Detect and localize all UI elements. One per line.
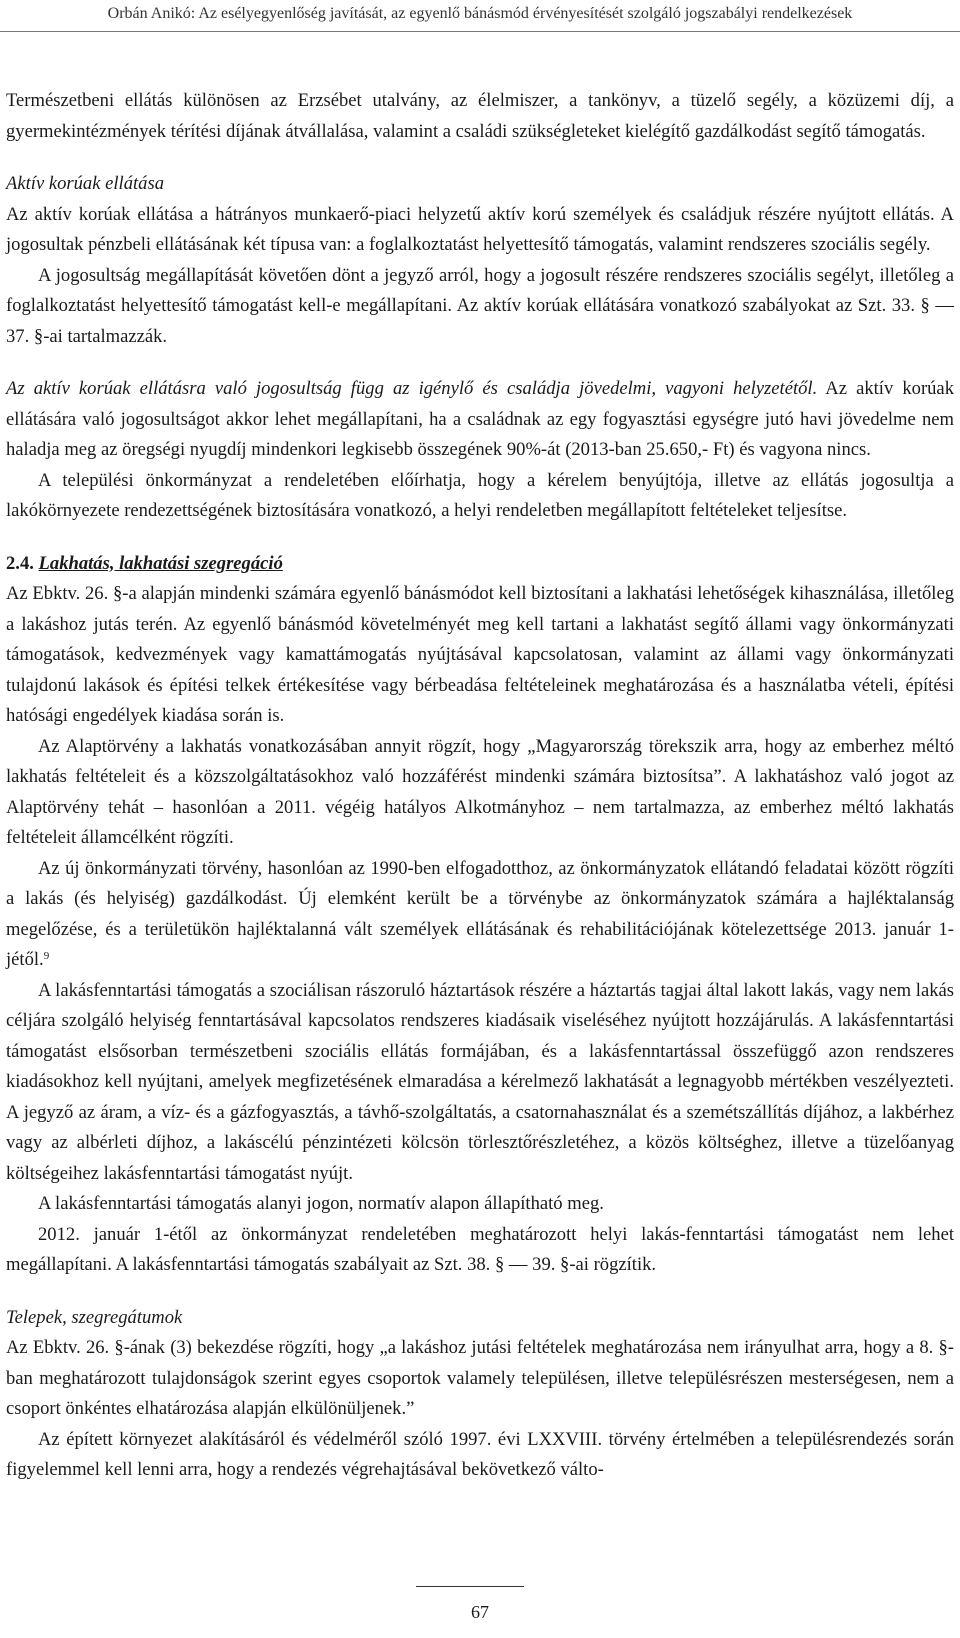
section-number: 2.4. [6, 552, 34, 574]
paragraph-segregation-rule: Az Ebktv. 26. §-ának (3) bekezdése rögzíti, hogy „a lakáshoz jutási feltételek meghatározása nem irányulhat arra, hogy a 8. §-ban meghatározott tulajdonságok szerint egyes csoportok valamely településen, illetve településrészen mesterségesen, nem a csoport önkéntes elhatározása alapján elkülönüljenek.” [6, 1337, 954, 1419]
paragraph-notary-decision: A jogosultság megállapítását követően dönt a jegyző arról, hogy a jogosult részére rendszeres szociális segélyt, illetőleg a foglalkoztatást helyettesítő támogatást kell-e megállapítani. Az aktív korúak ellátására vonatkozó szabályokat az Szt. 33. § — 37. §-ai tartalmazzák. [6, 264, 954, 347]
paragraph-local-government-act [6, 854, 954, 976]
local-government-act-text: Az új önkormányzati törvény, hasonlóan az 1990-ben elfogadotthoz, az önkormányzatok ellátandó feladatai között rögzíti a lakás (és helyiség) gazdálkodást. Új elemként került be a törvénybe az önkormányzatok számára a hajléktalanság megelőzése, és a területükön hajléktalanná vált személyek ellátásának és rehabilitációjának kötelezettsége 2013. január 1-jétől. [6, 857, 954, 970]
section-title: Lakhatás, lakhatási szegregáció [38, 552, 283, 574]
body-text [6, 86, 954, 1486]
paragraph-2012-change: 2012. január 1-étől az önkormányzat rendeletében meghatározott helyi lakás-fenntartási támogatást nem lehet megállapítani. A lakásfenntartási támogatás szabályait az Szt. 38. § — 39. §-ai rögzítik. [6, 1223, 954, 1275]
footer-divider [416, 1586, 524, 1587]
paragraph-normative-basis: A lakásfenntartási támogatás alanyi jogon, normatív alapon állapítható meg. [38, 1193, 604, 1214]
eligibility-text: Az aktív korúak ellátására való jogosultságot akkor lehet megállapítani, ha a családnak az egy fogyasztási egységre jutó havi jövedelme nem haladja meg az öregségi nyugdíj mindenkori legkisebb összegének 90%-át (2013-ban 25.650,- Ft) és vagyona nincs. [6, 378, 954, 460]
subheading-active-age-benefits: Aktív korúak ellátása [6, 173, 165, 194]
paragraph-built-environment-act: Az épített környezet alakításáról és védelméről szóló 1997. évi LXXVIII. törvény értelmében a településrendezés során figyelemmel kell lenni arra, hogy a rendezés végrehajtásával bekövetkező válto- [6, 1428, 954, 1480]
eligibility-italic-lead: Az aktív korúak ellátásra való jogosultság függ az igénylő és családja jövedelmi, vagyoni helyzetétől. [6, 378, 818, 399]
page-number: 67 [471, 1602, 489, 1622]
paragraph-fundamental-law: Az Alaptörvény a lakhatás vonatkozásában annyit rögzít, hogy „Magyarország törekszik arra, hogy az emberhez méltó lakhatás feltételeit és a közszolgáltatásokhoz való hozzáférést mindenki számára biztosítsa”. A lakhatáshoz való jogot az Alaptörvény tehát – hasonlóan a 2011. végéig hatályos Alkotmányhoz – nem tartalmazza, az emberhez méltó lakhatás feltételeit államcélként rögzíti. [6, 735, 954, 848]
header-divider [0, 31, 960, 32]
section-heading [6, 549, 954, 580]
running-header: Orbán Anikó: Az esélyegyenlőség javítását, az egyenlő bánásmód érvényesítését szolgáló jogszabályi rendelkezések [107, 5, 853, 22]
paragraph-natural-benefits: Természetbeni ellátás különösen az Erzsébet utalvány, az élelmiszer, a tankönyv, a tüzelő segély, a közüzemi díj, a gyermekintézmények térítési díjának átvállalása, valamint a családi szükségleteket kielégítő gazdálkodást segítő támogatás. [6, 90, 954, 142]
paragraph-active-age-definition: Az aktív korúak ellátása a hátrányos munkaerő-piaci helyzetű aktív korú személyek és családjuk részére nyújtott ellátás. A jogosultak pénzbeli ellátásának két típusa van: a foglalkoztatást helyettesítő támogatás, valamint rendszeres szociális segély. [6, 203, 954, 255]
paragraph-local-conditions: A települési önkormányzat a rendeletében előírhatja, hogy a kérelem benyújtója, illetve az ellátás jogosultja a lakókörnyezete rendezettségének biztosítására vonatkozó, a helyi rendeletben megállapított feltételeket teljesítse. [6, 469, 954, 521]
subheading-settlements: Telepek, szegregátumok [6, 1306, 183, 1328]
paragraph-housing-support: A lakásfenntartási támogatás a szociálisan rászoruló háztartások részére a háztartás tagjai által lakott lakás, vagy nem lakás céljára szolgáló helyiség fenntartásával kapcsolatos rendszeres kiadásaik viseléséhez nyújtott hozzájárulás. A lakásfenntartási támogatást elsősorban természetbeni szociális ellátás formájában, és a lakásfenntartással összefüggő azon rendszeres kiadásokhoz kell nyújtani, amelyek megfizetésének elmaradása a kérelmező lakhatását a legnagyobb mértékben veszélyezteti. A jegyző az áram, a víz- és a gázfogyasztás, a távhő-szolgáltatás, a csatornahasználat és a szemétszállítás díjához, a lakbérhez vagy az albérleti díjhoz, a lakáscélú pénzintézeti kölcsön törlesztőrészletéhez, a közös költséghez, illetve a tüzelőanyag költségeihez lakásfenntartási támogatást nyújt. [6, 979, 954, 1184]
paragraph-equal-treatment-housing: Az Ebktv. 26. §-a alapján mindenki számára egyenlő bánásmódot kell biztosítani a lakhatási lehetőségek kihasználása, illetőleg a lakáshoz jutás terén. Az egyenlő bánásmód követelményét meg kell tartani a lakhatást segítő állami vagy önkormányzati támogatások, kedvezmények vagy kamattámogatás nyújtásával kapcsolatosan, valamint az állami vagy önkormányzati tulajdonú lakások és építési telkek értékesítése vagy bérbeadása feltételeinek meghatározása és a használatba vételi, építési hatósági engedélyek kiadása során is. [6, 583, 954, 726]
footnote-marker: 9 [43, 950, 50, 962]
paragraph-eligibility [6, 374, 954, 466]
